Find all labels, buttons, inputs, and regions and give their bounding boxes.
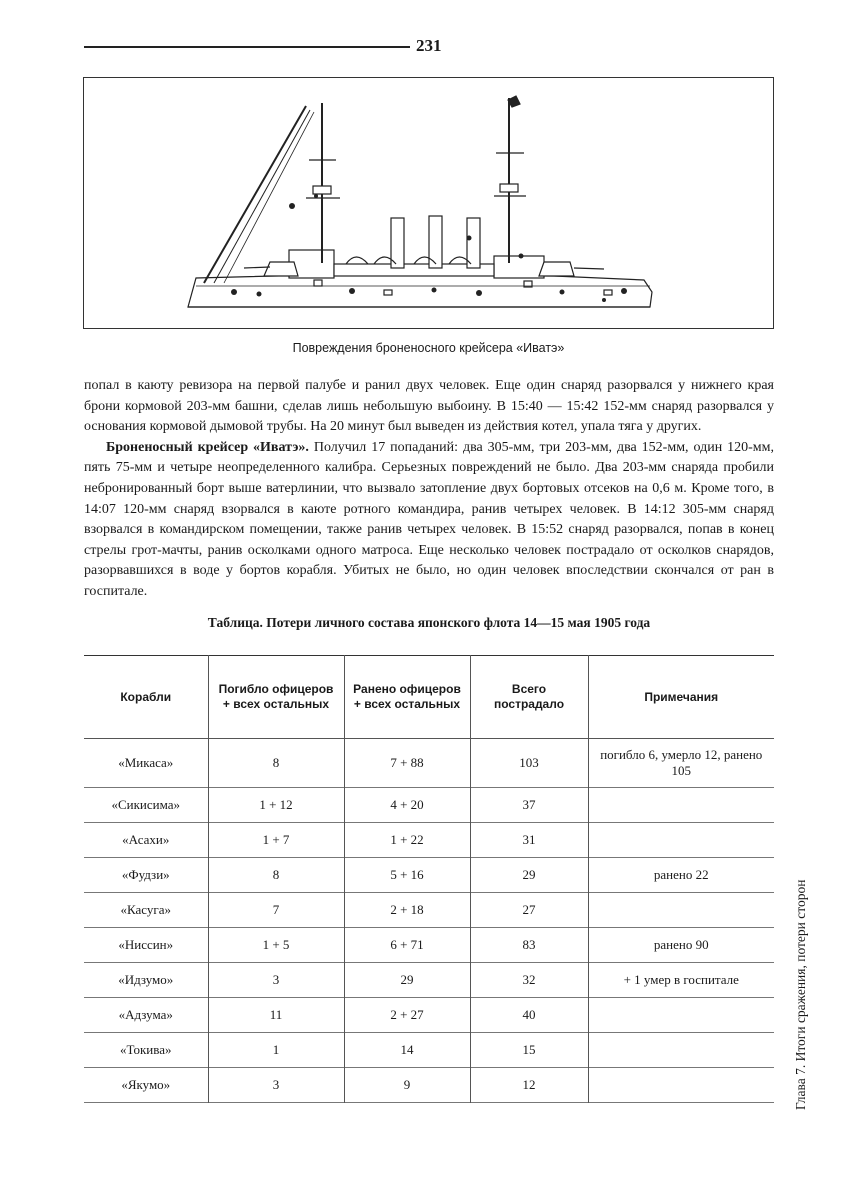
cell-killed: 1 + 12 [208,788,344,823]
cell-ship: «Адзума» [84,998,208,1033]
cell-notes: ранено 22 [588,858,774,893]
cell-wounded: 7 + 88 [344,739,470,788]
cell-killed: 8 [208,858,344,893]
cell-total: 27 [470,893,588,928]
cell-ship: «Микаса» [84,739,208,788]
cell-total: 12 [470,1068,588,1103]
table-row [84,823,774,858]
header-ship: Корабли [84,656,208,739]
table-row [84,1068,774,1103]
paragraph-2 [84,438,774,603]
cell-wounded: 9 [344,1068,470,1103]
cell-ship: «Токива» [84,1033,208,1068]
table-row [84,788,774,823]
cell-notes [588,893,774,928]
page-number: 231 [416,36,442,55]
cell-wounded: 2 + 18 [344,893,470,928]
cell-killed: 11 [208,998,344,1033]
cell-total: 15 [470,1033,588,1068]
cell-killed: 8 [208,739,344,788]
cell-ship: «Асахи» [84,823,208,858]
header-total: Всего пострадало [470,656,588,739]
paragraph-2-rest: Получил 17 попаданий: два 305-мм, три 203-мм, два 152-мм, один 120-мм, пять 75-мм и четыре неопределенного калибра. Серьезных повреждений не было. Два 203-мм снаряда пробили небронированный борт выше ватерлинии, что вызвало затопление двух бортовых отсеков на 0,6 м. Кроме того, в 14:07 120-мм снаряд взорвался в каюте ротного командира, ранив четырех человек. В 14:12 305-мм снаряд взорвался в командирском помещении, также ранив четырех человек. В 15:52 снаряд разорвался, попав в конец стрелы грот-мачты, ранив осколками одного матроса. Еще несколько человек пострадало от осколков снарядов, разорвавшихся в воде у бортов корабля. Убитых не было, но один человек впоследствии скончался от ран в госпитале. [84,439,774,599]
ship-figure [83,77,774,329]
cell-total: 29 [470,858,588,893]
figure-caption: Повреждения броненосного крейсера «Иватэ» [292,341,565,355]
cell-notes [588,1033,774,1068]
cell-ship: «Ниссин» [84,928,208,963]
cell-wounded: 1 + 22 [344,823,470,858]
cell-total: 103 [470,739,588,788]
cell-total: 31 [470,823,588,858]
cell-total: 83 [470,928,588,963]
cell-killed: 1 + 7 [208,823,344,858]
table-row [84,739,774,788]
paragraph-1: попал в каюту ревизора на первой палубе и ранил двух человек. Еще один снаряд разорвался у нижнего края брони кормовой 203-мм башни, сделав лишь небольшую выбоину. В 15:40 — 15:42 152-мм снаряд разорвался у основания кормовой дымовой трубы. На 20 минут был выведен из действия котел, упала тяга у других. [84,378,774,435]
table-row [84,928,774,963]
header-notes: Примечания [588,656,774,739]
header-killed: Погибло офицеров + всех остальных [208,656,344,739]
header-rule [84,46,410,48]
ship-damage-drawing [84,78,773,328]
cell-killed: 1 + 5 [208,928,344,963]
cell-ship: «Сикисима» [84,788,208,823]
table-title: Таблица. Потери личного состава японского флота 14—15 мая 1905 года [207,615,651,630]
cell-notes [588,1068,774,1103]
cell-killed: 1 [208,1033,344,1068]
cell-ship: «Фудзи» [84,858,208,893]
cell-total: 32 [470,963,588,998]
cell-killed: 3 [208,963,344,998]
cell-total: 40 [470,998,588,1033]
cell-ship: «Якумо» [84,1068,208,1103]
body-text [84,376,774,603]
cell-ship: «Касуга» [84,893,208,928]
header-wounded: Ранено офицеров + всех остальных [344,656,470,739]
cell-wounded: 2 + 27 [344,998,470,1033]
chapter-side-label: Глава 7. Итоги сражения, потери сторон [793,879,808,1110]
cell-wounded: 5 + 16 [344,858,470,893]
cell-wounded: 14 [344,1033,470,1068]
cell-notes: погибло 6, умерло 12, ранено 105 [588,739,774,788]
cell-notes [588,788,774,823]
cell-total: 37 [470,788,588,823]
table-row [84,1033,774,1068]
cell-notes [588,823,774,858]
table-row [84,858,774,893]
table-row [84,998,774,1033]
cell-ship: «Идзумо» [84,963,208,998]
cell-killed: 3 [208,1068,344,1103]
table-row [84,893,774,928]
cell-wounded: 4 + 20 [344,788,470,823]
losses-table [84,655,774,1103]
cell-notes: ранено 90 [588,928,774,963]
paragraph-2-lead: Броненосный крейсер «Иватэ». [106,439,309,455]
table-row [84,963,774,998]
table-header-row [84,656,774,739]
cell-wounded: 6 + 71 [344,928,470,963]
cell-notes [588,998,774,1033]
cell-wounded: 29 [344,963,470,998]
cell-killed: 7 [208,893,344,928]
cell-notes: + 1 умер в госпитале [588,963,774,998]
